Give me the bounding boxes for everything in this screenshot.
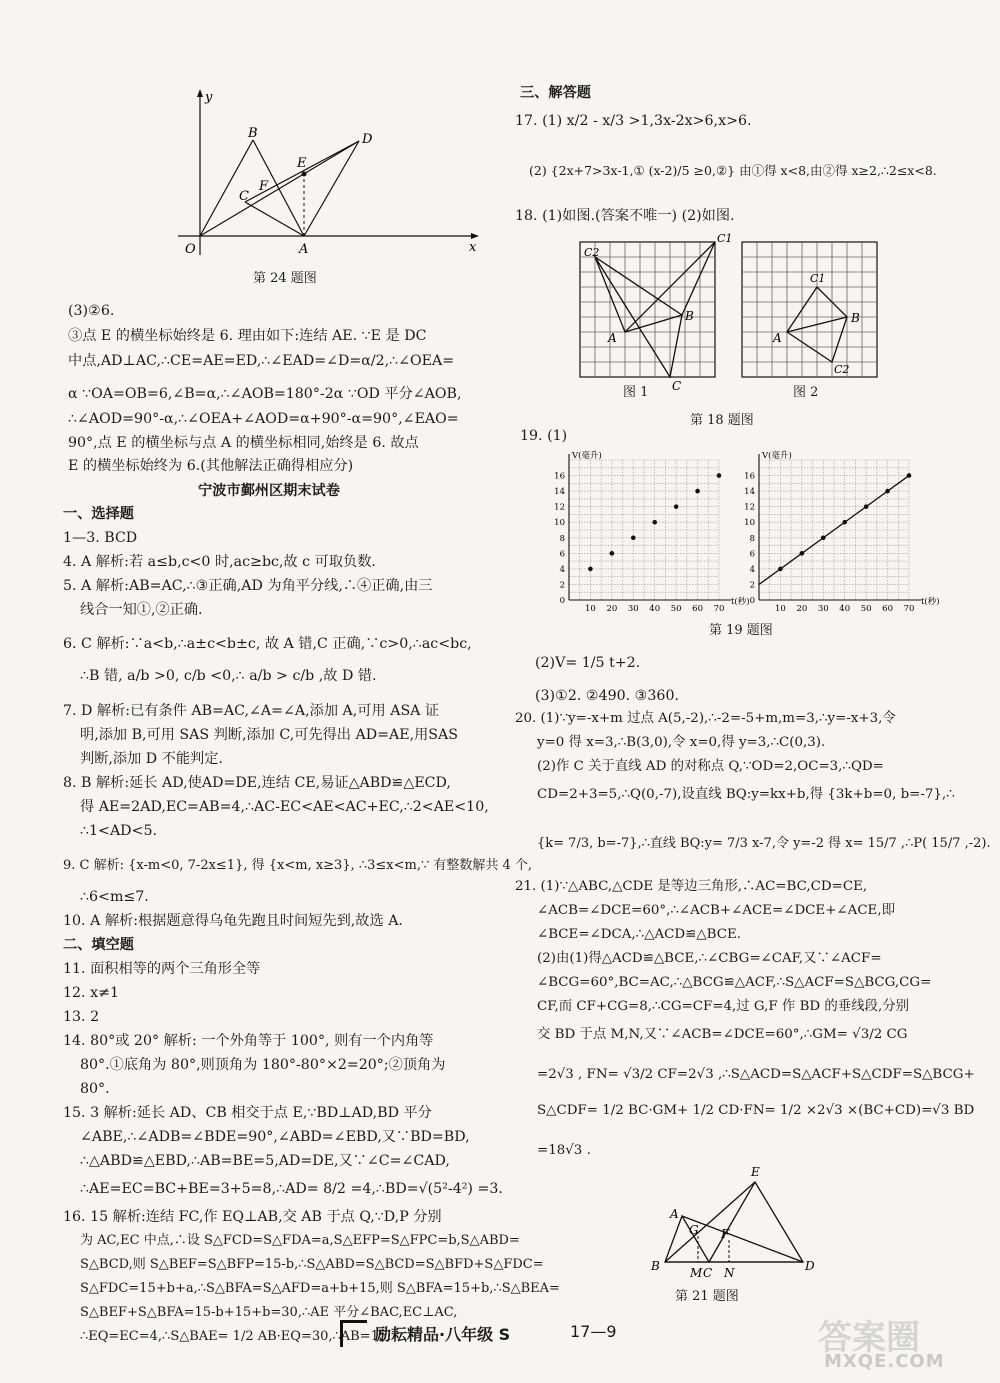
fig18-label: A: [608, 331, 617, 345]
answer-line: y=0 得 x=3,∴B(3,0),令 x=0,得 y=3,∴C(0,3).: [537, 735, 826, 750]
answer-line: 21. (1)∵△ABC,△CDE 是等边三角形,∴AC=BC,CD=CE,: [515, 879, 868, 894]
page-footer: [340, 1320, 670, 1350]
y-tick-label: 4: [559, 564, 565, 575]
x-tick-label: 30: [627, 604, 639, 614]
fig21-label: A: [670, 1207, 679, 1221]
answer-line: 80°.: [80, 1081, 110, 1097]
answer-line: ∠ACB=∠DCE=60°,∴∠ACB+∠ACE=∠DCE+∠ACE,即: [537, 903, 895, 918]
answer-line: ∴1<AD<5.: [80, 823, 157, 839]
x-tick-label: 70: [903, 604, 915, 614]
answer-line: S△CDF= 1/2 BC·GM+ 1/2 CD·FN= 1/2 ×2√3 ×(BC+CD)=√3 BD: [537, 1103, 975, 1118]
answer-line: ∠BCG=60°,BC=AC,∴△BCG≌△ACF,∴S△ACF=S△BCG,CG=: [537, 975, 932, 990]
figure-19: [547, 448, 947, 623]
fig18-label: C1: [717, 232, 733, 245]
data-point: [610, 551, 615, 556]
answer-line: 5. A 解析:AB=AC,∴③正确,AD 为角平分线,∴④正确,由三: [63, 578, 433, 594]
fig24-x-label: x: [469, 240, 477, 255]
fig24-F-label: F: [259, 179, 269, 194]
fig21-label: B: [651, 1259, 660, 1273]
answer-line: ∴△ABD≌△EBD,∴AB=BE=5,AD=DE,又∵∠C=∠CAD,: [80, 1153, 450, 1169]
answer-line: (2)作 C 关于直线 AD 的对称点 Q,∵OD=2,OC=3,∴QD=: [537, 759, 884, 774]
data-point: [885, 489, 890, 494]
fig18-label: B: [685, 309, 694, 323]
x-axis-label: t(秒): [731, 597, 750, 607]
answer-line: (2)由(1)得△ACD≌△BCE,∴∠CBG=∠CAF,又∵∠ACF=: [537, 951, 882, 966]
footer-title: 励耘精品·八年级 S: [375, 1325, 511, 1344]
answer-line: 4. A 解析:若 a≤b,c<0 时,ac≥bc,故 c 可取负数.: [63, 554, 376, 570]
fig18-label: B: [851, 311, 860, 325]
y-tick-label: 8: [559, 533, 565, 544]
text-line: 90°,点 E 的横坐标与点 A 的横坐标相同,始终是 6. 故点: [68, 435, 419, 451]
answer-line: 线合一知①,②正确.: [80, 602, 203, 618]
answer-line: 6. C 解析:∵a<b,∴a±c<b±c, 故 A 错,C 正确,∵c>0,∴ac<bc,: [63, 636, 472, 652]
answer-line: ∠BCE=∠DCA,∴△ACD≌△BCE.: [537, 927, 742, 942]
y-tick-label: 6: [559, 549, 565, 560]
y-tick-label: 6: [749, 549, 755, 560]
fig21-caption: 第 21 题图: [675, 1289, 739, 1304]
y-tick-label: 0: [749, 596, 755, 606]
data-point: [588, 567, 593, 572]
y-tick-label: 2: [559, 580, 565, 591]
answer-line: CF,而 CF+CG=8,∴CG=CF=4,过 G,F 作 BD 的垂线段,分别: [537, 999, 910, 1014]
data-point: [631, 535, 636, 540]
fig21-label: F: [721, 1227, 730, 1241]
answer-line: 14. 80°或 20° 解析: 一个外角等于 100°, 则有一个内角等: [63, 1033, 434, 1049]
fig18-caption: 第 18 题图: [690, 413, 754, 428]
x-tick-label: 10: [585, 604, 596, 614]
answer-line: 交 BD 于点 M,N,又∵∠ACB=∠DCE=60°,∴GM= √3/2 CG: [537, 1027, 908, 1042]
figure-24: [173, 85, 493, 265]
y-axis-label: V(毫升): [762, 451, 792, 461]
fig24-y-label: y: [205, 90, 213, 105]
text-line: 中点,AD⊥AC,∴CE=AE=ED,∴∠EAD=∠D=α/2,∴∠OEA=: [68, 353, 455, 369]
answer-line: 7. D 解析:已有条件 AB=AC,∠A=∠A,添加 A,可用 ASA 证: [63, 703, 440, 719]
answer-line: ∴B 错, a/b >0, c/b <0,∴ a/b > c/b ,故 D 错.: [80, 668, 377, 684]
fig18-label: C2: [834, 363, 850, 376]
data-point: [842, 520, 847, 525]
answer-line: CD=2+3=5,∴Q(0,-7),设直线 BQ:y=kx+b,得 {3k+b=0, b=-7},∴: [537, 787, 955, 802]
y-axis-label: V(毫升): [572, 451, 602, 461]
x-tick-label: 20: [796, 604, 808, 614]
answer-line: 10. A 解析:根据题意得乌龟先跑且时间短先到,故选 A.: [63, 913, 403, 929]
section-heading: 二、填空题: [63, 937, 134, 953]
y-tick-label: 12: [554, 502, 565, 513]
y-tick-label: 0: [559, 596, 565, 606]
data-point: [717, 473, 722, 478]
answer-line: 17. (1) x/2 - x/3 >1,3x-2x>6,x>6.: [515, 113, 752, 129]
y-tick-label: 10: [554, 518, 565, 529]
x-tick-label: 30: [817, 604, 829, 614]
answer-line: =18√3 .: [537, 1143, 591, 1158]
text-line: α ∵OA=OB=6,∠B=α,∴∠AOB=180°-2α ∵OD 平分∠AOB,: [68, 386, 462, 402]
fig18-label: C2: [584, 246, 600, 259]
footer-bracket: [340, 1320, 367, 1347]
y-tick-label: 14: [554, 487, 565, 498]
answer-line: S△BCD,则 S△BEF=S△BFP=15-b,∴S△ABD=S△BCD=S△BFD+S△FDC=: [80, 1257, 544, 1272]
text-line: ③点 E 的横坐标始终是 6. 理由如下:连结 AE. ∵E 是 DC: [68, 328, 427, 344]
answer-line: 13. 2: [63, 1009, 100, 1025]
data-point: [821, 535, 826, 540]
answer-line: 得 AE=2AD,EC=AB=4,∴AC-EC<AE<AC+EC,∴2<AE<10,: [80, 799, 489, 815]
answer-line: 8. B 解析:延长 AD,使AD=DE,连结 CE,易证△ABD≌△ECD,: [63, 775, 451, 791]
watermark: [810, 1310, 990, 1380]
answer-line: 11. 面积相等的两个三角形全等: [63, 961, 261, 977]
y-tick-label: 16: [554, 471, 565, 482]
text-line: ∴∠AOD=90°-α,∴∠OEA+∠AOD=α+90°-α=90°,∠EAO=: [68, 411, 459, 427]
data-point: [674, 504, 679, 509]
exam-title: 宁波市鄞州区期末试卷: [198, 483, 340, 499]
answer-line: {k= 7/3, b=-7},∴直线 BQ:y= 7/3 x-7,令 y=-2 得 x= 15/7 ,∴P( 15/7 ,-2).: [537, 836, 991, 851]
fig24-caption: 第 24 题图: [253, 271, 317, 286]
answer-line: 1—3. BCD: [63, 530, 138, 546]
section-heading: 一、选择题: [63, 506, 134, 522]
page-number: 17—9: [570, 1322, 617, 1341]
answer-line: ∴EQ=EC=4,∴S△BAE= 1/2 AB·EQ=30,∴AB=15.: [80, 1329, 392, 1344]
answer-line: 为 AC,EC 中点,∴设 S△FCD=S△FDA=a,S△EFP=S△FPC=b,S△ABD=: [80, 1233, 520, 1248]
y-tick-label: 8: [749, 533, 755, 544]
fig24-E-label: E: [297, 156, 307, 171]
answer-line: 15. 3 解析:延长 AD、CB 相交于点 E,∵BD⊥AD,BD 平分: [63, 1105, 432, 1121]
fig21-label: N: [724, 1266, 735, 1280]
answer-line: 12. x≠1: [63, 985, 119, 1001]
section-heading: 三、解答题: [520, 85, 591, 101]
y-tick-label: 12: [744, 502, 755, 513]
y-tick-label: 16: [744, 471, 755, 482]
x-tick-label: 50: [670, 604, 682, 614]
answer-line: 18. (1)如图.(答案不唯一) (2)如图.: [515, 208, 735, 224]
answer-line: ∴AE=EC=BC+BE=3+5=8,∴AD= 8/2 =4,∴BD=√(5²-4²) =3.: [80, 1181, 503, 1197]
answer-line: 9. C 解析: {x-m<0, 7-2x≤1}, 得 {x<m, x≥3}, ∴3≤x<m,∵ 有整数解共 4 个,: [63, 858, 533, 873]
fig24-O-label: O: [185, 242, 196, 257]
answer-line: (2)V= 1/5 t+2.: [535, 655, 641, 671]
x-tick-label: 60: [692, 604, 703, 614]
fig18-sub1: 图 1: [623, 385, 649, 400]
y-tick-label: 10: [744, 518, 755, 529]
figure-21: [645, 1160, 825, 1280]
answer-line: 判断,添加 D 不能判定.: [80, 751, 223, 767]
answer-line: S△BEF+S△BFA=15-b+15+b=30,∴AE 平分∠BAC,EC⊥AC,: [80, 1305, 458, 1320]
fig18-label: C: [672, 379, 682, 393]
answer-line: 明,添加 B,可用 SAS 判断,添加 C,可先得出 AD=AE,用SAS: [80, 727, 458, 743]
watermark-logo: 答案圈: [818, 1318, 920, 1358]
x-tick-label: 50: [860, 604, 872, 614]
text-line: E 的横坐标始终为 6.(其他解法正确得相应分): [68, 458, 354, 474]
watermark-url: MXQE.COM: [824, 1351, 945, 1372]
answer-line: (2) {2x+7>3x-1,① (x-2)/5 ≥0,②} 由①得 x<8,由②得 x≥2,∴2≤x<8.: [529, 163, 937, 178]
data-point: [864, 504, 869, 509]
fig18-sub2: 图 2: [793, 385, 819, 400]
data-point: [695, 489, 700, 494]
answer-line: 16. 15 解析:连结 FC,作 EQ⊥AB,交 AB 于点 Q,∵D,P 分别: [63, 1209, 442, 1225]
y-tick-label: 2: [749, 580, 755, 591]
x-tick-label: 10: [775, 604, 786, 614]
fig18-label: A: [773, 331, 782, 345]
y-tick-label: 4: [749, 564, 755, 575]
data-point: [907, 473, 912, 478]
fig24-B-label: B: [248, 126, 258, 141]
text-line: (3)②6.: [68, 303, 115, 319]
fig24-C-label: C: [239, 189, 249, 204]
fig18-label: C1: [810, 272, 826, 285]
x-tick-label: 70: [713, 604, 725, 614]
x-tick-label: 40: [839, 604, 851, 614]
answer-line: 20. (1)∵y=-x+m 过点 A(5,-2),∴-2=-5+m,m=3,∴y=-x+3,令: [515, 711, 896, 726]
answer-line: ∴6<m≤7.: [80, 889, 149, 905]
x-tick-label: 60: [882, 604, 893, 614]
fig21-label: G: [689, 1223, 699, 1237]
fig24-D-label: D: [362, 132, 373, 147]
answer-line: (3)①2. ②490. ③360.: [535, 688, 679, 704]
data-point: [800, 551, 805, 556]
x-tick-label: 40: [649, 604, 661, 614]
fig24-A-label: A: [299, 242, 309, 257]
fig21-label: C: [703, 1266, 713, 1280]
x-tick-label: 20: [606, 604, 618, 614]
answer-line: 19. (1): [520, 428, 568, 444]
data-point: [652, 520, 657, 525]
fig21-label: D: [805, 1259, 815, 1273]
fig19-caption: 第 19 题图: [709, 623, 773, 638]
answer-line: 80°.①底角为 80°,则顶角为 180°-80°×2=20°;②顶角为: [80, 1057, 446, 1073]
fig21-label: M: [690, 1266, 703, 1280]
fig21-label: E: [751, 1165, 760, 1179]
data-point: [778, 567, 783, 572]
answer-line: =2√3 , FN= √3/2 CF=2√3 ,∴S△ACD=S△ACF+S△CDF=S△BCG+: [537, 1067, 975, 1082]
y-tick-label: 14: [744, 487, 755, 498]
answer-line: ∠ABE,∴∠ADB=∠BDE=90°,∠ABD=∠EBD,又∵BD=BD,: [80, 1129, 470, 1145]
figure-18: [570, 230, 900, 395]
answer-line: S△FDC=15+b+a,∴S△BFA=S△AFD=a+b+15,则 S△BFA=15+b,∴S△BEA=: [80, 1281, 560, 1296]
x-axis-label: t(秒): [921, 597, 940, 607]
